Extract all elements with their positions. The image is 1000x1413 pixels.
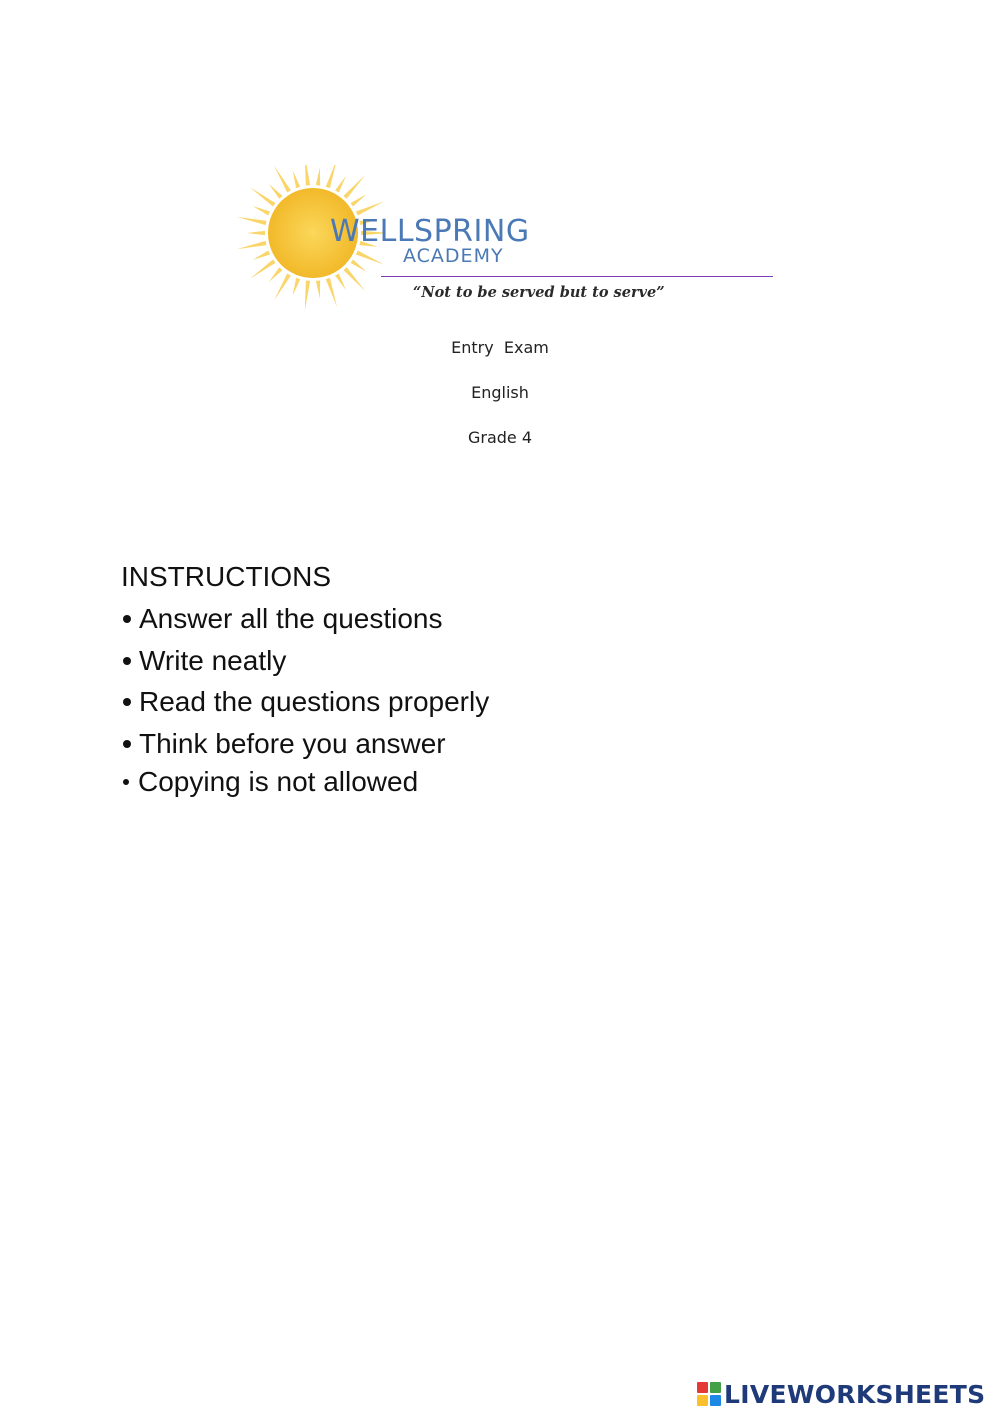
- school-logo: [215, 165, 780, 310]
- sun-ray: [335, 176, 346, 193]
- sun-ray: [293, 278, 301, 296]
- sun-ray: [250, 187, 276, 206]
- sun-ray: [351, 259, 367, 271]
- instruction-text: Think before you answer: [139, 728, 446, 759]
- sun-ray: [351, 194, 367, 206]
- watermark-text: LIVEWORKSHEETS: [724, 1379, 986, 1409]
- sun-ray: [247, 231, 265, 235]
- sun-ray: [356, 251, 384, 265]
- instruction-item: [121, 605, 443, 633]
- exam-subject: English: [471, 383, 529, 402]
- instruction-text: Copying is not allowed: [138, 766, 419, 797]
- sun-ray: [237, 217, 267, 225]
- sun-ray: [343, 175, 365, 199]
- instruction-item: [121, 730, 446, 758]
- sun-ray: [253, 251, 270, 260]
- liveworksheets-logo-icon: [697, 1382, 721, 1406]
- instruction-item: [121, 688, 489, 716]
- sun-ray: [316, 280, 320, 298]
- bullet-icon: [123, 779, 129, 785]
- exam-grade: Grade 4: [467, 428, 533, 447]
- liveworksheets-watermark: [697, 1380, 985, 1408]
- sun-ray: [326, 278, 337, 307]
- instruction-item: [121, 647, 286, 675]
- exam-type: Entry Exam: [451, 338, 549, 357]
- sun-ray: [326, 165, 337, 188]
- bullet-icon: [123, 740, 131, 748]
- sun-ray: [305, 280, 310, 310]
- logo-divider: [381, 276, 773, 277]
- sun-ray: [343, 267, 365, 291]
- sun-ray: [253, 206, 270, 215]
- bullet-icon: [123, 698, 131, 706]
- sun-ray: [269, 184, 283, 199]
- instruction-text: Read the questions properly: [139, 686, 490, 717]
- logo-school-sub: ACADEMY: [403, 245, 504, 267]
- sun-ray: [316, 167, 320, 185]
- sun-ray: [250, 259, 276, 278]
- sun-ray: [335, 273, 346, 290]
- bullet-icon: [123, 657, 131, 665]
- sun-ray: [269, 267, 283, 282]
- logo-school-name: WELLSPRING: [330, 214, 530, 249]
- instruction-item: [121, 768, 418, 796]
- sun-ray: [305, 165, 310, 186]
- instruction-text: Write neatly: [139, 645, 287, 676]
- bullet-icon: [123, 615, 131, 623]
- instruction-text: Answer all the questions: [139, 603, 443, 634]
- sun-ray: [274, 273, 291, 300]
- logo-motto: “Not to be served but to serve”: [413, 284, 665, 301]
- sun-ray: [274, 165, 291, 192]
- instructions-title: INSTRUCTIONS: [121, 561, 331, 592]
- sun-ray: [293, 170, 301, 188]
- sun-ray: [237, 241, 267, 249]
